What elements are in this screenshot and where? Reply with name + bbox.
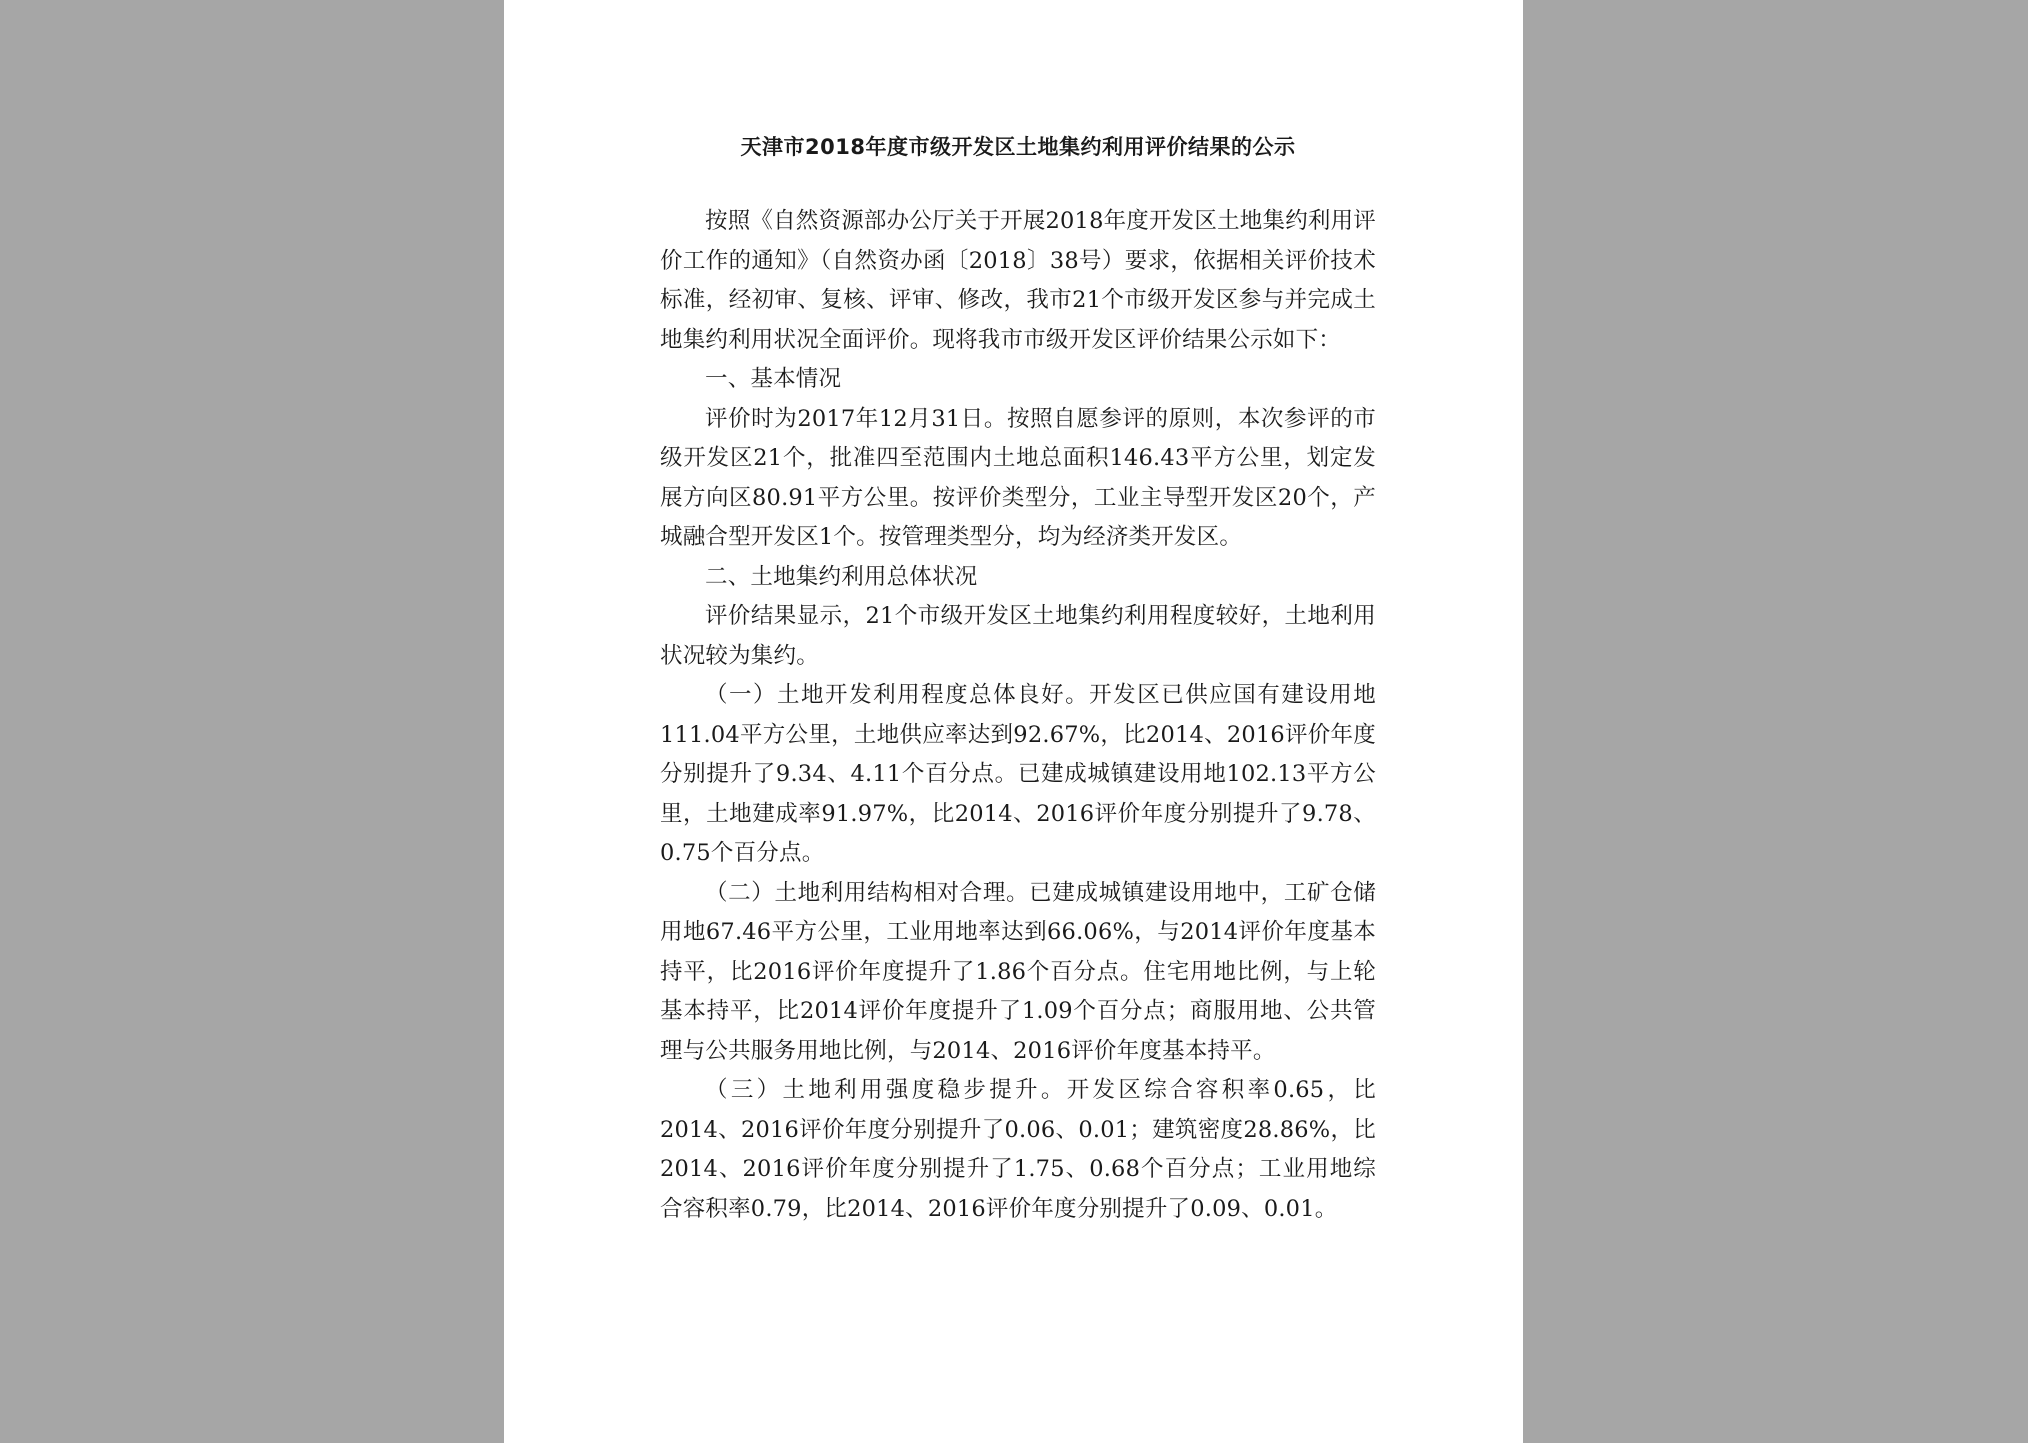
section-heading-basic-info: 一、基本情况 <box>705 366 842 392</box>
paragraph-land-structure: （二）土地利用结构相对合理。已建成城镇建设用地中，工矿仓储用地67.46平方公里，工业用地率达到66.06%，与2014评价年度基本持平，比2016评价年度提升了1.86个百分点。住宅用地比例，与上轮基本持平，比2014评价年度提升了1.09个百分点；商服用地、公共管理与公共服务用地比例，与2014、2016评价年度基本持平。 <box>660 879 1376 1064</box>
paragraph-intro: 按照《自然资源部办公厅关于开展2018年度开发区土地集约利用评价工作的通知》（自然资办函〔2018〕38号）要求，依据相关评价技术标准，经初审、复核、评审、修改，我市21个市级开发区参与并完成土地集约利用状况全面评价。现将我市市级开发区评价结果公示如下： <box>660 208 1376 353</box>
page-content <box>660 132 1376 1229</box>
section-heading-overall-status: 二、土地集约利用总体状况 <box>705 563 978 590</box>
paragraph-development-degree: （一）土地开发利用程度总体良好。开发区已供应国有建设用地111.04平方公里，土地供应率达到92.67%，比2014、2016评价年度分别提升了9.34、4.11个百分点。已建成城镇建设用地102.13平方公里，土地建成率91.97%，比2014、2016评价年度分别提升了9.78、0.75个百分点。 <box>660 682 1376 866</box>
paragraph-basic-info: 评价时为2017年12月31日。按照自愿参评的原则，本次参评的市级开发区21个，批准四至范围内土地总面积146.43平方公里，划定发展方向区80.91平方公里。按评价类型分，工业主导型开发区20个，产城融合型开发区1个。按管理类型分，均为经济类开发区。 <box>660 405 1376 550</box>
paragraph-land-intensity: （三）土地利用强度稳步提升。开发区综合容积率0.65，比2014、2016评价年度分别提升了0.06、0.01；建筑密度28.86%，比2014、2016评价年度分别提升了1.75、0.68个百分点；工业用地综合容积率0.79，比2014、2016评价年度分别提升了0.09、0.01。 <box>660 1077 1376 1222</box>
document-title: 天津市2018年度市级开发区土地集约利用评价结果的公示 <box>740 135 1296 159</box>
paragraph-overall-status: 评价结果显示，21个市级开发区土地集约利用程度较好，土地利用状况较为集约。 <box>660 603 1376 669</box>
document-page <box>504 0 1523 1443</box>
